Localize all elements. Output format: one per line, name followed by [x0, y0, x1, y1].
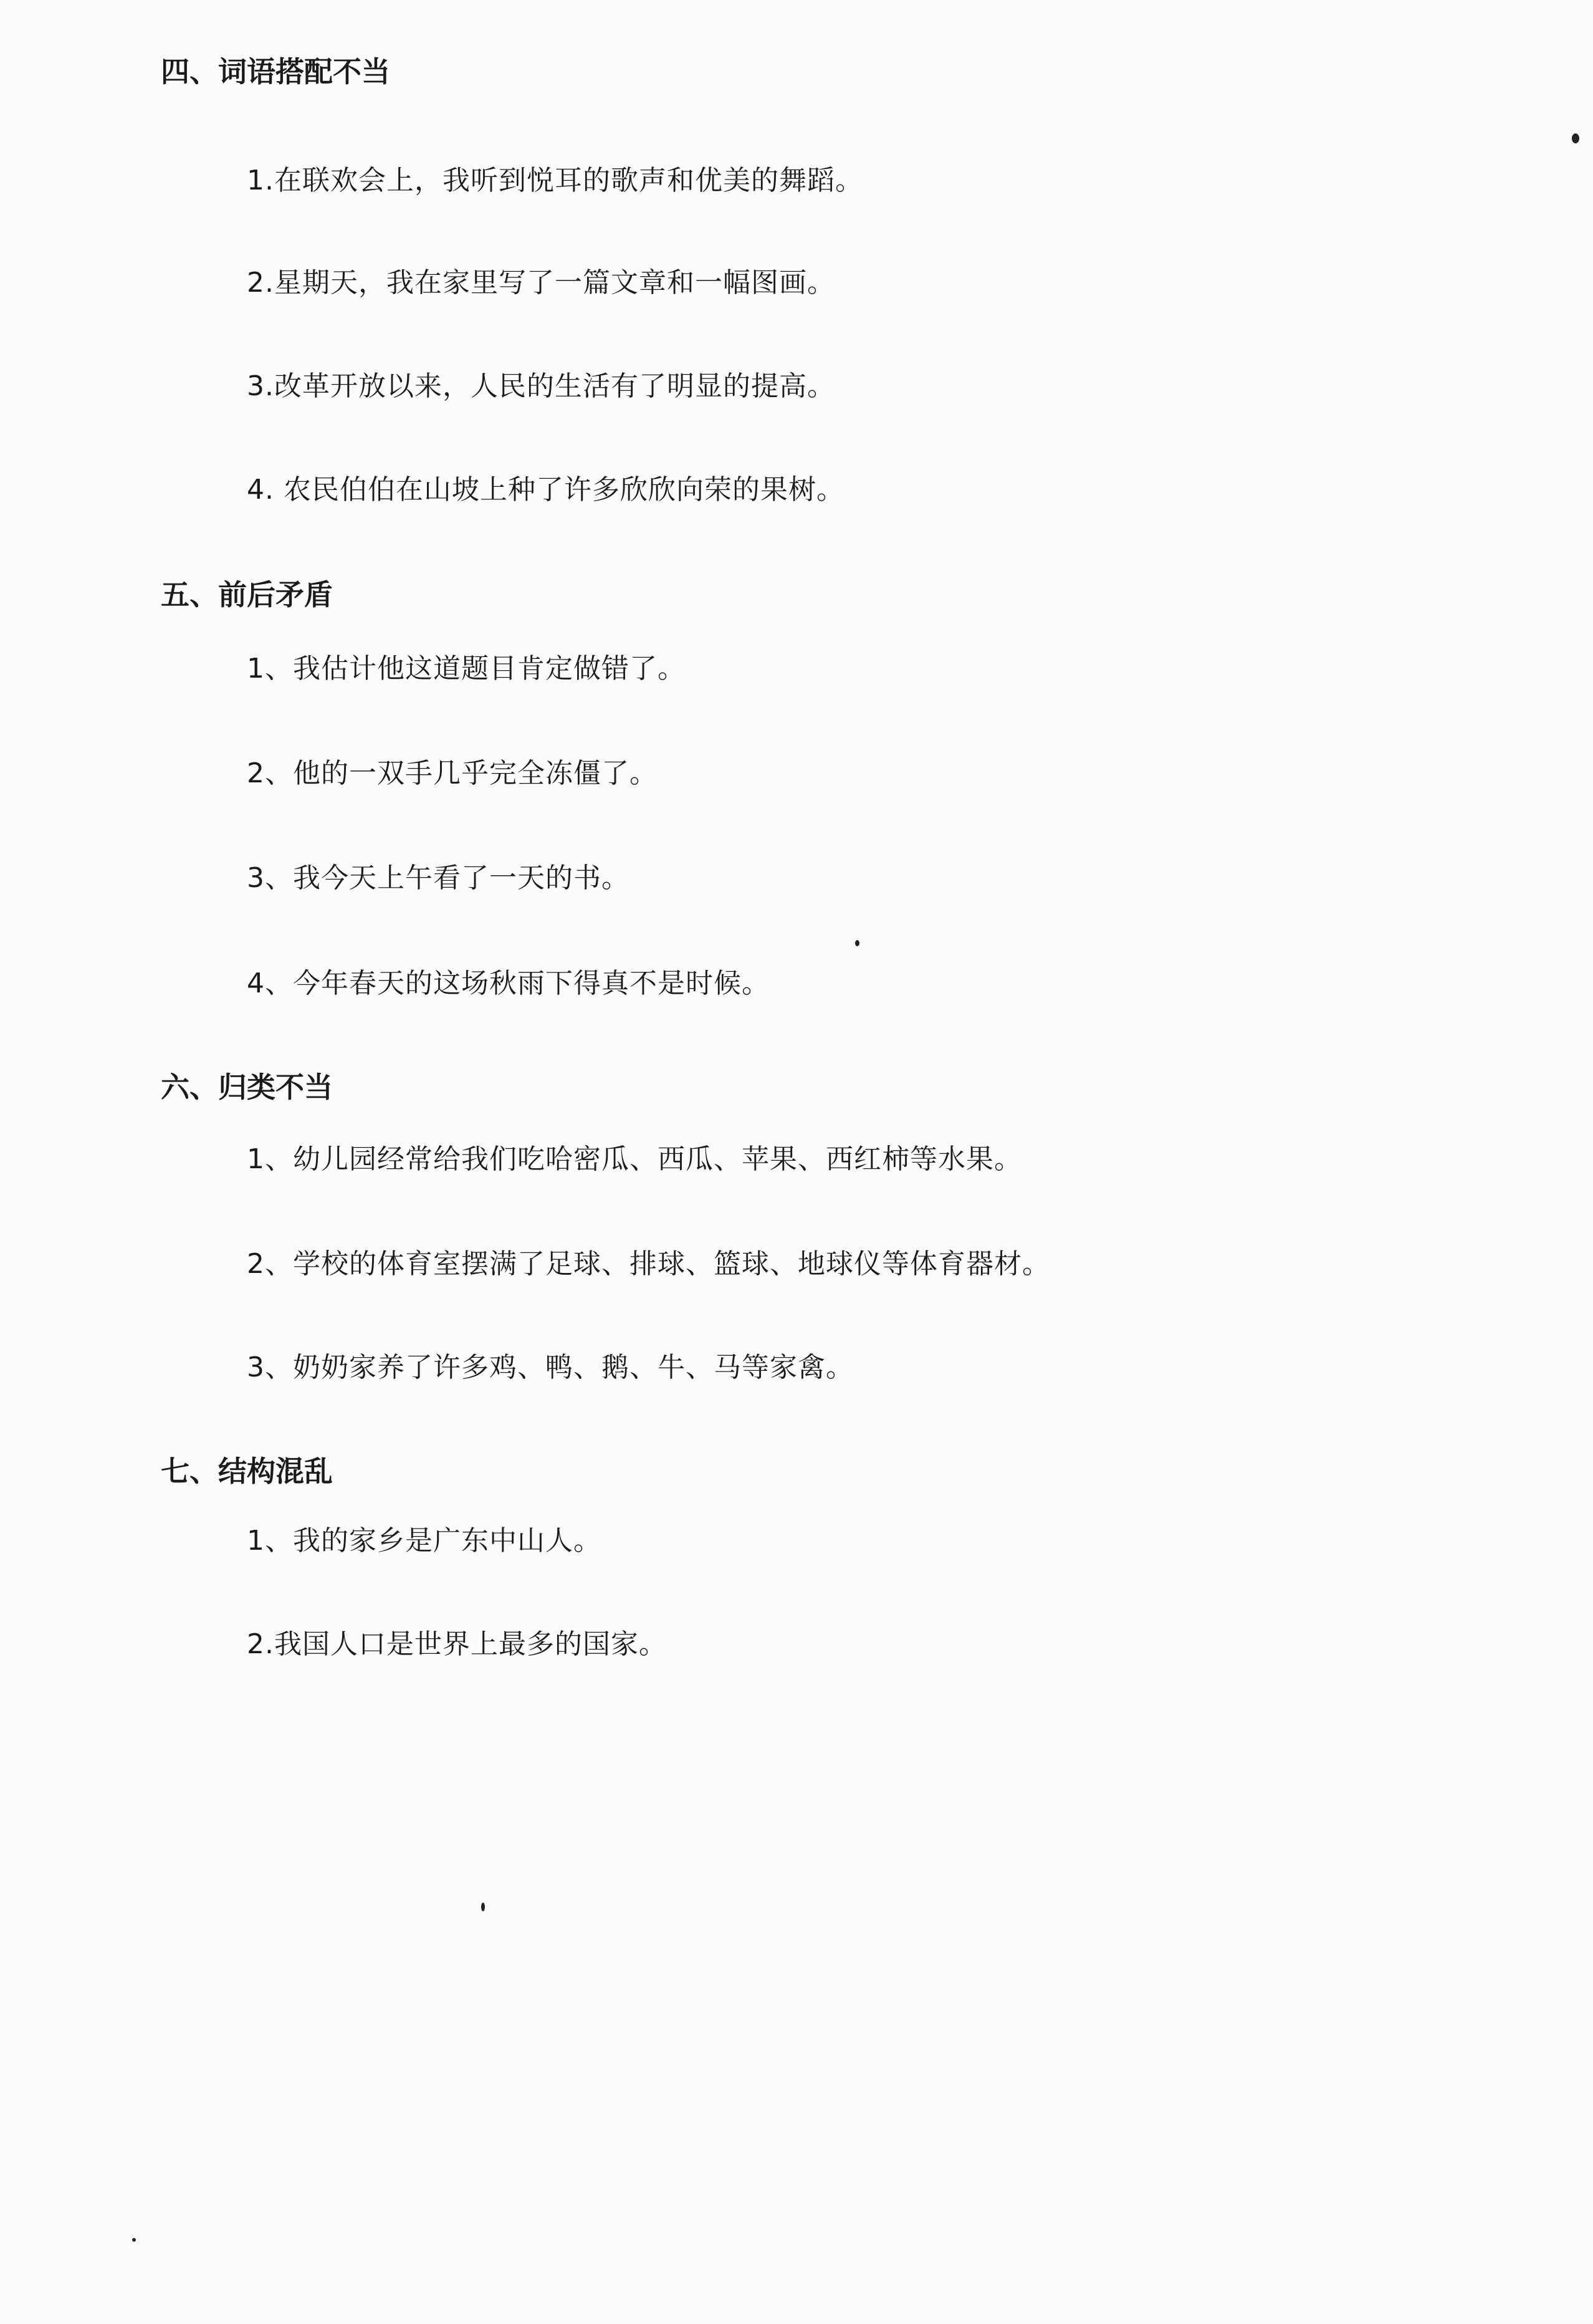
list-item: 3、我今天上午看了一天的书。: [247, 862, 629, 894]
list-item: 3、奶奶家养了许多鸡、鸭、鹅、牛、马等家禽。: [247, 1352, 854, 1383]
list-item: 1.在联欢会上，我听到悦耳的歌声和优美的舞蹈。: [247, 165, 863, 196]
list-item: 1、幼儿园经常给我们吃哈密瓜、西瓜、苹果、西红柿等水果。: [247, 1143, 1022, 1175]
list-item: 4、今年春天的这场秋雨下得真不是时候。: [247, 968, 770, 999]
list-item: 2.星期天，我在家里写了一篇文章和一幅图画。: [247, 267, 835, 299]
scan-speck: [1572, 133, 1579, 143]
list-item: 2、他的一双手几乎完全冻僵了。: [247, 757, 658, 789]
list-item: 4. 农民伯伯在山坡上种了许多欣欣向荣的果树。: [247, 474, 844, 506]
section-7-title: 七、结构混乱: [161, 1454, 333, 1488]
scan-speck: [481, 1903, 485, 1911]
section-6-title: 六、归类不当: [161, 1070, 333, 1104]
list-item: 2、学校的体育室摆满了足球、排球、篮球、地球仪等体育器材。: [247, 1248, 1050, 1280]
section-4-title: 四、词语搭配不当: [161, 55, 390, 89]
list-item: 1、我的家乡是广东中山人。: [247, 1525, 601, 1557]
list-item: 3.改革开放以来，人民的生活有了明显的提高。: [247, 370, 835, 402]
list-item: 2.我国人口是世界上最多的国家。: [247, 1628, 667, 1660]
scan-speck: [855, 940, 859, 946]
list-item: 1、我估计他这道题目肯定做错了。: [247, 653, 686, 684]
scan-speck: [132, 2238, 136, 2242]
section-5-title: 五、前后矛盾: [161, 578, 333, 612]
